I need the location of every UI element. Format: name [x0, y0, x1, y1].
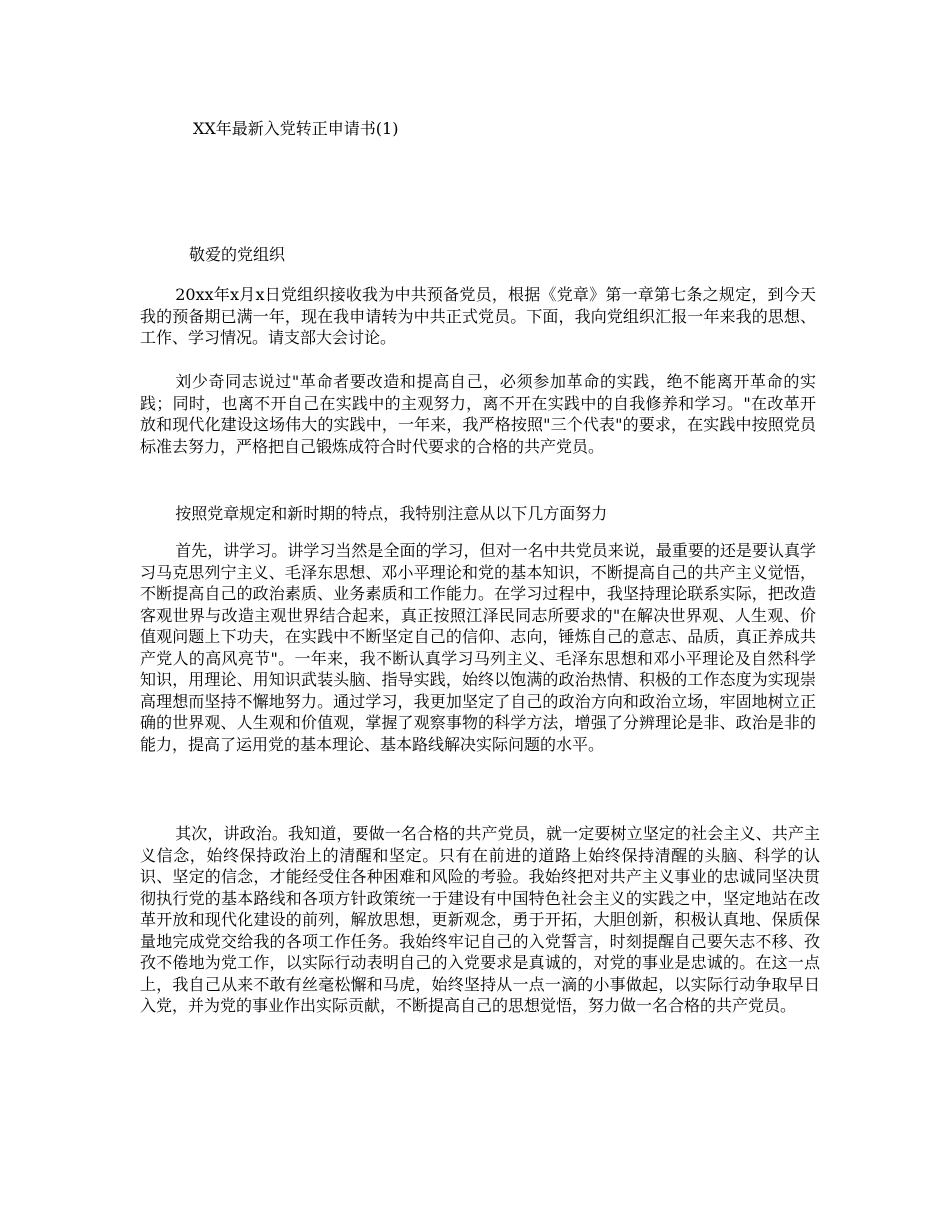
salutation: 敬爱的党组织 [189, 245, 286, 264]
document-title: XX年最新入党转正申请书(1) [193, 119, 399, 138]
paragraph-politics: 其次，讲政治。我知道，要做一名合格的共产党员，就一定要树立坚定的社会主义、共产主义信念，始终保持政治上的清醒和坚定。只有在前进的道路上始终保持清醒的头脑、科学的认识、坚定的信念，才能经受住各种困难和风险的考验。我始终把对共产主义事业的忠诚同坚决贯彻执行党的基本路线和各项方针政策统一于建设有中国特色社会主义的实践之中，坚定地站在改革开放和现代化建设的前列，解放思想，更新观念，勇于开拓，大胆创新，积极认真地、保质保量地完成党交给我的各项工作任务。我始终牢记自己的入党誓言，时刻提醒自己要矢志不移、孜孜不倦地为党工作，以实际行动表明自己的入党要求是真诚的，对党的事业是忠诚的。在这一点上，我自己从来不敢有丝毫松懈和马虎，始终坚持从一点一滴的小事做起，以实际行动争取早日入党，并为党的事业作出实际贡献，不断提高自己的思想觉悟，努力做一名合格的共产党员。 [140, 824, 820, 1015]
paragraph-quote: 刘少奇同志说过"革命者要改造和提高自己，必须参加革命的实践，绝不能离开革命的实践；同时，也离不开自己在实践中的主观努力，离不开在实践中的自我修养和学习。"在改革开放和现代化建设这场伟大的实践中，一年来，我严格按照"三个代表"的要求，在实践中按照党员标准去努力，严格把自己锻炼成符合时代要求的合格的共产党员。 [140, 372, 816, 456]
paragraph-lead: 按照党章规定和新时期的特点，我特别注意从以下几方面努力 [175, 504, 608, 523]
paragraph-intro: 20xx年x月x日党组织接收我为中共预备党员，根据《党章》第一章第七条之规定，到今天我的预备期已满一年，现在我申请转为中共正式党员。下面，我向党组织汇报一年来我的思想、工作、学习情况。请支部大会讨论。 [140, 285, 816, 347]
paragraph-study: 首先，讲学习。讲学习当然是全面的学习，但对一名中共党员来说，最重要的还是要认真学习马克思列宁主义、毛泽东思想、邓小平理论和党的基本知识，不断提高自己的共产主义觉悟，不断提高自己的政治素质、业务素质和工作能力。在学习过程中，我坚持理论联系实际，把改造客观世界与改造主观世界结合起来，真正按照江泽民同志所要求的"在解决世界观、人生观、价值观问题上下功夫，在实践中不断坚定自己的信仰、志向，锤炼自己的意志、品质，真正养成共产党人的高风亮节"。一年来，我不断认真学习马列主义、毛泽东思想和邓小平理论及自然科学知识，用理论、用知识武装头脑、指导实践，始终以饱满的政治热情、积极的工作态度为实现崇高理想而坚持不懈地努力。通过学习，我更加坚定了自己的政治方向和政治立场，牢固地树立正确的世界观、人生观和价值观，掌握了观察事物的科学方法，增强了分辨理论是非、政治是非的能力，提高了运用党的基本理论、基本路线解决实际问题的水平。 [140, 541, 816, 754]
